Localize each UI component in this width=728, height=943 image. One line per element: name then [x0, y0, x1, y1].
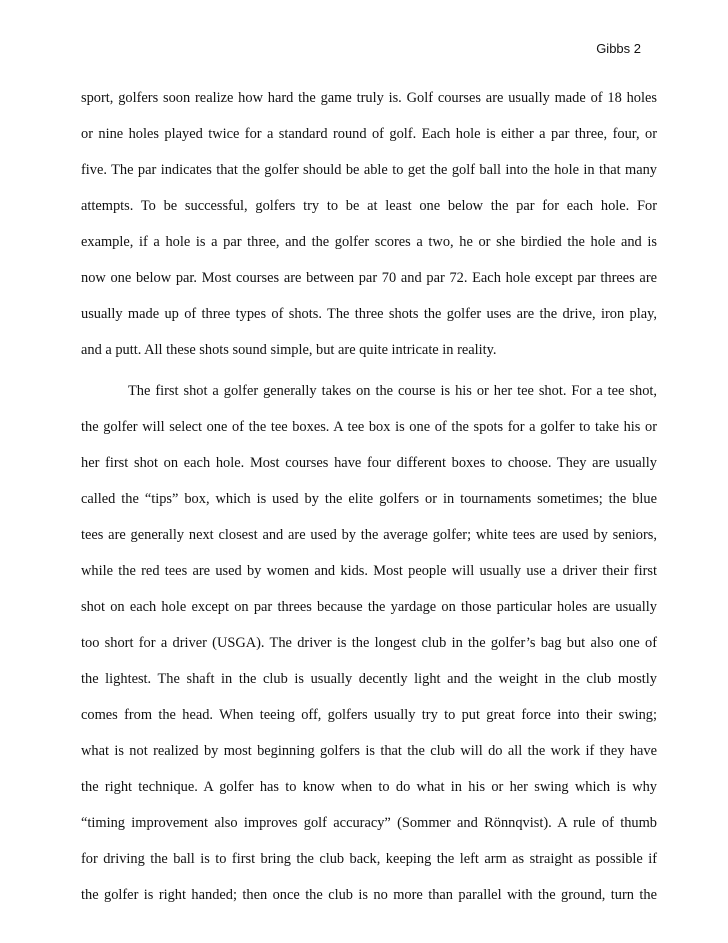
text-line: usually made up of three types of shots. The three shots the golfer uses are the drive, iron play, — [81, 306, 657, 322]
text-line: while the red tees are used by women and kids. Most people will usually use a driver their first — [81, 563, 657, 579]
text-line: the right technique. A golfer has to know when to do what in his or her swing which is why — [81, 779, 657, 795]
text-line: for driving the ball is to first bring the club back, keeping the left arm as straight as possible if — [81, 851, 657, 867]
text-line: called the “tips” box, which is used by the elite golfers or in tournaments sometimes; the blue — [81, 491, 657, 507]
text-line: her first shot on each hole. Most courses have four different boxes to choose. They are usually — [81, 455, 657, 471]
text-line: The first shot a golfer generally takes on the course is his or her tee shot. For a tee shot, — [128, 383, 657, 399]
text-line: tees are generally next closest and are used by the average golfer; white tees are used by seniors, — [81, 527, 657, 543]
text-line: shot on each hole except on par threes because the yardage on those particular holes are usually — [81, 599, 657, 615]
text-line: what is not realized by most beginning golfers is that the club will do all the work if they have — [81, 743, 657, 759]
text-line: too short for a driver (USGA). The driver is the longest club in the golfer’s bag but also one of — [81, 635, 657, 651]
text-line: sport, golfers soon realize how hard the game truly is. Golf courses are usually made of 18 holes — [81, 90, 657, 106]
text-line: example, if a hole is a par three, and the golfer scores a two, he or she birdied the hole and is — [81, 234, 657, 250]
document-body — [81, 80, 657, 913]
text-line: and a putt. All these shots sound simple, but are quite intricate in reality. — [81, 342, 497, 358]
text-line: the golfer is right handed; then once the club is no more than parallel with the ground, turn the — [81, 887, 657, 903]
text-line: five. The par indicates that the golfer should be able to get the golf ball into the hole in that many — [81, 162, 657, 178]
text-line: now one below par. Most courses are between par 70 and par 72. Each hole except par threes are — [81, 270, 657, 286]
text-line: the lightest. The shaft in the club is usually decently light and the weight in the club mostly — [81, 671, 657, 687]
text-line: comes from the head. When teeing off, golfers usually try to put great force into their swing; — [81, 707, 657, 723]
page-header: Gibbs 2 — [596, 41, 641, 56]
paragraph — [81, 80, 657, 368]
paragraph — [81, 373, 657, 913]
text-line: or nine holes played twice for a standard round of golf. Each hole is either a par three, four, or — [81, 126, 657, 142]
text-line: attempts. To be successful, golfers try to be at least one below the par for each hole. For — [81, 198, 657, 214]
text-line: the golfer will select one of the tee boxes. A tee box is one of the spots for a golfer to take his or — [81, 419, 657, 435]
text-line: “timing improvement also improves golf accuracy” (Sommer and Rönnqvist). A rule of thumb — [81, 815, 657, 831]
